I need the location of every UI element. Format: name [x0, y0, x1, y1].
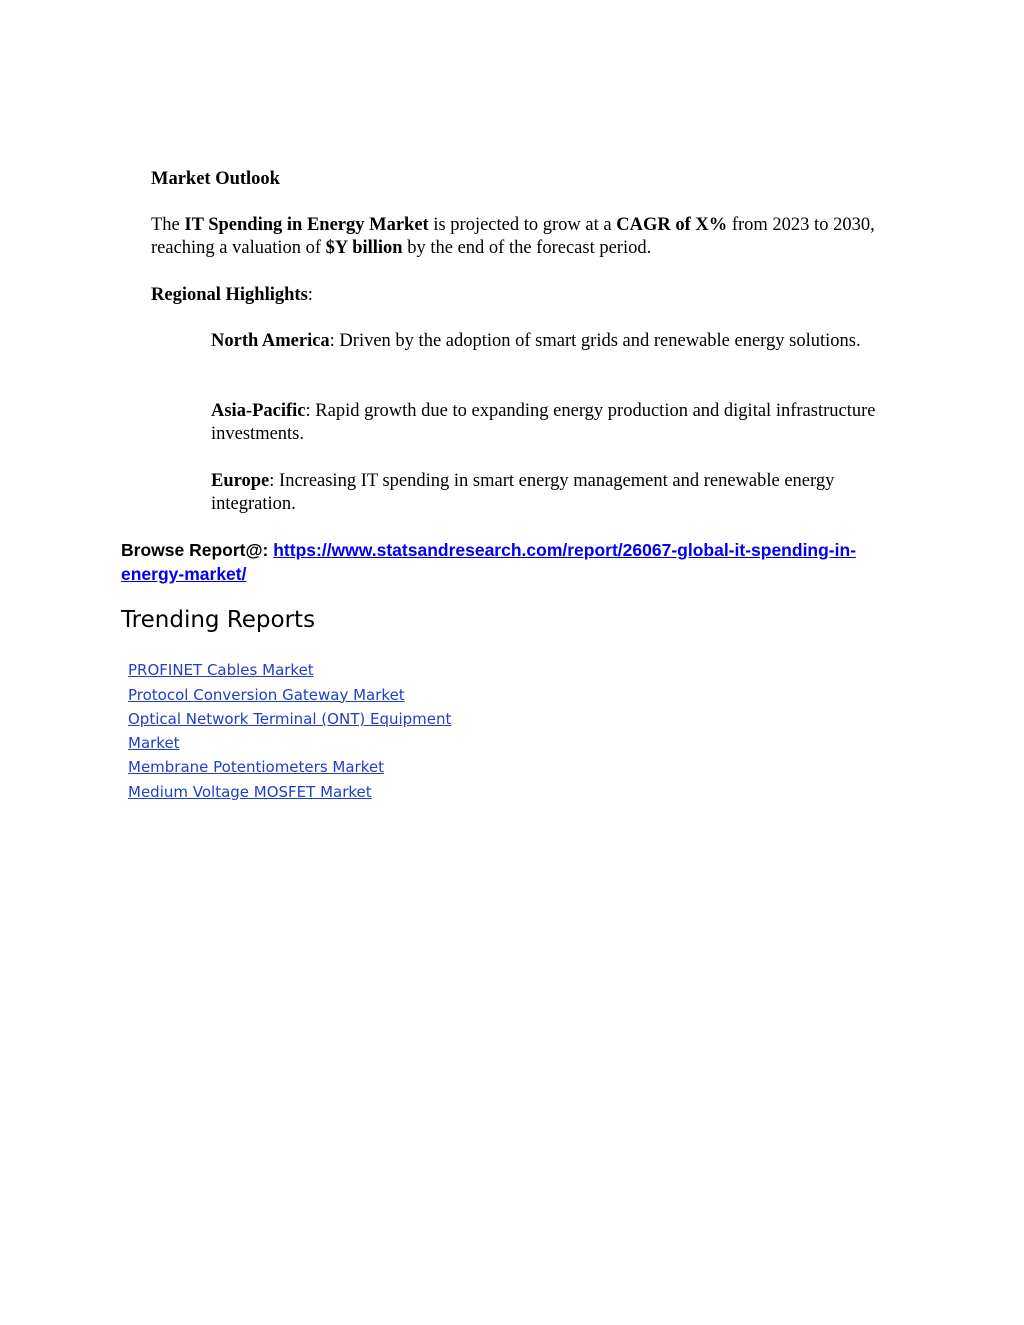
- trending-report-link[interactable]: Medium Voltage MOSFET Market: [128, 782, 372, 801]
- trending-report-link[interactable]: PROFINET Cables Market: [128, 661, 314, 679]
- intro-text-3: from 2023 to 2030, reaching a valuation of: [151, 215, 875, 258]
- list-item: [128, 684, 468, 708]
- market-outlook-heading-text: Market Outlook: [151, 169, 280, 189]
- intro-text-1: The: [151, 215, 185, 235]
- regional-highlights-heading: [151, 284, 313, 307]
- intro-valuation: $Y billion: [325, 238, 403, 258]
- region-europe: [211, 470, 911, 516]
- region-asia-pacific: [211, 400, 911, 446]
- region-description: : Increasing IT spending in smart energy management and renewable energy integration.: [211, 471, 835, 514]
- regional-highlights-colon: :: [307, 285, 313, 305]
- market-outlook-heading: [151, 168, 280, 191]
- trending-report-link[interactable]: Optical Network Terminal (ONT) Equipment Market: [128, 710, 452, 752]
- browse-report-line: [121, 538, 911, 586]
- trending-report-link[interactable]: Membrane Potentiometers Market: [128, 758, 384, 776]
- intro-market-name: IT Spending in Energy Market: [184, 215, 429, 235]
- regional-highlights-title: Regional Highlights: [151, 285, 308, 305]
- list-item: [128, 708, 468, 755]
- region-description: : Driven by the adoption of smart grids and renewable energy solutions.: [329, 331, 861, 351]
- region-name: Asia-Pacific: [211, 401, 306, 421]
- intro-paragraph: [151, 214, 911, 260]
- region-north-america: [211, 330, 911, 353]
- list-item: [128, 659, 468, 683]
- region-description: : Rapid growth due to expanding energy production and digital infrastructure investments.: [211, 401, 876, 444]
- intro-cagr: CAGR of X%: [616, 215, 728, 235]
- region-name: North America: [211, 331, 330, 351]
- intro-text-4: by the end of the forecast period.: [402, 238, 652, 258]
- region-name: Europe: [211, 471, 270, 491]
- list-item: [128, 756, 468, 780]
- intro-text-2: is projected to grow at a: [428, 215, 617, 235]
- trending-reports-heading: Trending Reports: [121, 607, 316, 633]
- list-item: [128, 781, 468, 805]
- browse-report-label: Browse Report@:: [121, 540, 274, 560]
- trending-reports-list: [128, 659, 468, 805]
- trending-report-link[interactable]: Protocol Conversion Gateway Market: [128, 685, 405, 704]
- browse-report-link[interactable]: https://www.statsandresearch.com/report/26067-global-it-spending-in-energy-market/: [121, 540, 857, 584]
